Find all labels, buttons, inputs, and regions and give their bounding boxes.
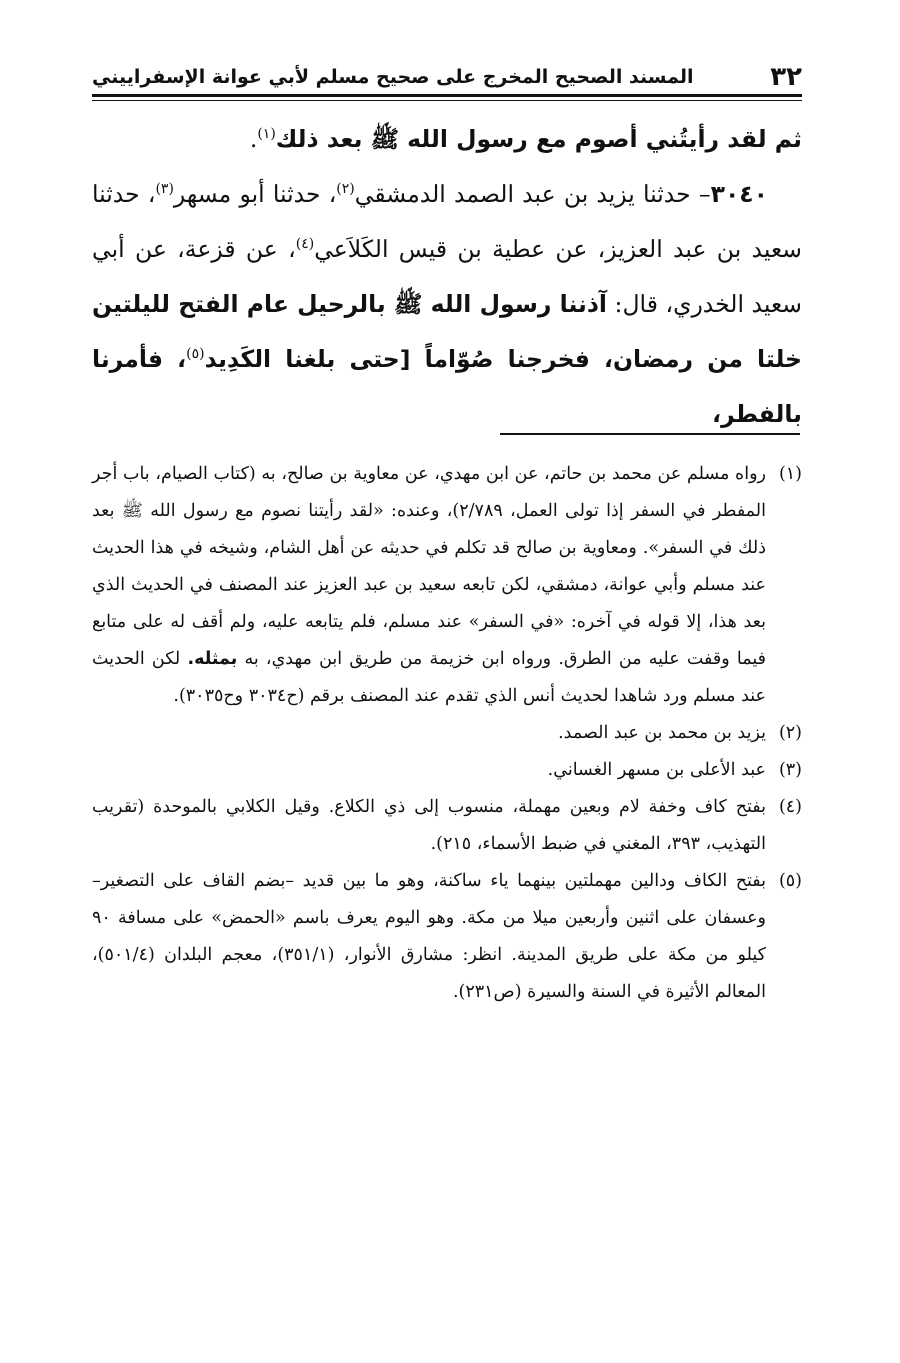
footnote-number: (٣) <box>778 760 802 780</box>
footnote-ref-1: (١) <box>257 126 276 143</box>
footnote-number: (٥) <box>778 871 802 891</box>
footnote-3 <box>92 752 802 789</box>
footnote-ref-5: (٥) <box>186 346 205 363</box>
hadith-chain-2: ، حدثنا أبو مسهر <box>173 180 337 208</box>
footnote-text-a: رواه مسلم عن محمد بن حاتم، عن ابن مهدي، عن معاوية بن صالح، به (كتاب الصيام، باب أجر المفطر في السفر إذا تولى العمل، ٢/٧٨٩)، وعنده: «لقد رأيتنا نصوم مع رسول الله ﷺ بعد ذلك في السفر». ومعاوية بن صالح قد تكلم في حديثه عن أهل الشام، وشيخه في هذا الحديث عند مسلم وأبي عوانة، دمشقي، لكن تابعه سعيد بن عبد العزيز عند المصنف في الحديث الذي بعد هذا، إلا قوله في آخره: «في السفر» عند مسلم، فلم يتابعه عليه، ولم أقف له على متابع فيما وقفت عليه من الطرق. ورواه ابن خزيمة من طريق ابن مهدي، به <box>92 464 766 669</box>
hadith-matn-2: ، فأمرنا بالفطر، <box>92 345 802 428</box>
footnote-2 <box>92 715 802 752</box>
continuation-paragraph <box>92 112 802 167</box>
footnote-text <box>92 456 766 715</box>
footnote-text: عبد الأعلى بن مسهر الغساني. <box>547 760 766 780</box>
footnote-text: بفتح كاف وخفة لام وبعين مهملة، منسوب إلى ذي الكلاع. وقيل الكلابي بالموحدة (تقريب التهذيب، ٣٩٣، المغني في ضبط الأسماء، ٢١٥). <box>92 797 766 854</box>
footnote-text-b: لكن الحديث عند مسلم ورد شاهدا لحديث أنس الذي تقدم عند المصنف برقم (ح٣٠٣٤ وح٣٠٣٥). <box>92 649 766 706</box>
continuation-tail: . <box>249 125 258 153</box>
hadith-chain-1: – حدثنا يزيد بن عبد الصمد الدمشقي <box>354 180 711 208</box>
footnote-text: يزيد بن محمد بن عبد الصمد. <box>558 723 766 743</box>
footnote-ref-2: (٢) <box>336 181 355 198</box>
continuation-text: ثم لقد رأيتُني أصوم مع رسول الله ﷺ بعد ذلك <box>275 125 802 153</box>
page-header <box>92 58 802 92</box>
footnote-number: (٢) <box>778 723 802 743</box>
footnotes <box>92 456 802 1011</box>
main-text <box>92 112 802 442</box>
hadith-chain-4: ، عن قزعة، عن أبي سعيد الخدري، قال: <box>92 235 802 318</box>
page-number: ٣٢ <box>770 62 802 92</box>
footnote-5 <box>92 863 802 1011</box>
footnote-separator <box>500 433 800 435</box>
hadith-paragraph <box>92 167 802 442</box>
footnote-number: (١) <box>778 464 802 484</box>
hadith-matn-1: آذننا رسول الله ﷺ بالرحيل عام الفتح لليلتين خلتا من رمضان، فخرجنا صُوّاماً [حتى بلغنا الكَدِيد <box>92 290 802 373</box>
hadith-chain-3: ، حدثنا سعيد بن عبد العزيز، عن عطية بن قيس الكَلاَعي <box>92 180 802 263</box>
header-rule <box>92 94 802 97</box>
footnote-ref-3: (٣) <box>155 181 174 198</box>
footnote-number: (٤) <box>778 797 802 817</box>
footnote-bold: بمثله. <box>187 649 238 669</box>
header-rule-thin <box>92 100 802 101</box>
footnote-4 <box>92 789 802 863</box>
footnote-text: بفتح الكاف ودالين مهملتين بينهما ياء ساكنة، وهو ما بين قديد –بضم القاف على التصغير– وعسفان على اثنين وأربعين ميلا من مكة. وهو اليوم يعرف باسم «الحمض» على مسافة ٩٠ كيلو من مكة على طريق المدينة. انظر: مشارق الأنوار، (٣٥١/١)، معجم البلدان (٥٠١/٤)، المعالم الأثيرة في السنة والسيرة (ص٢٣١). <box>92 871 767 1002</box>
hadith-number: ٣٠٤٠ <box>710 180 768 208</box>
footnote-1 <box>92 456 802 715</box>
running-title: المسند الصحيح المخرج على صحيح مسلم لأبي عوانة الإسفراييني <box>92 66 694 88</box>
footnote-ref-4: (٤) <box>295 236 315 253</box>
